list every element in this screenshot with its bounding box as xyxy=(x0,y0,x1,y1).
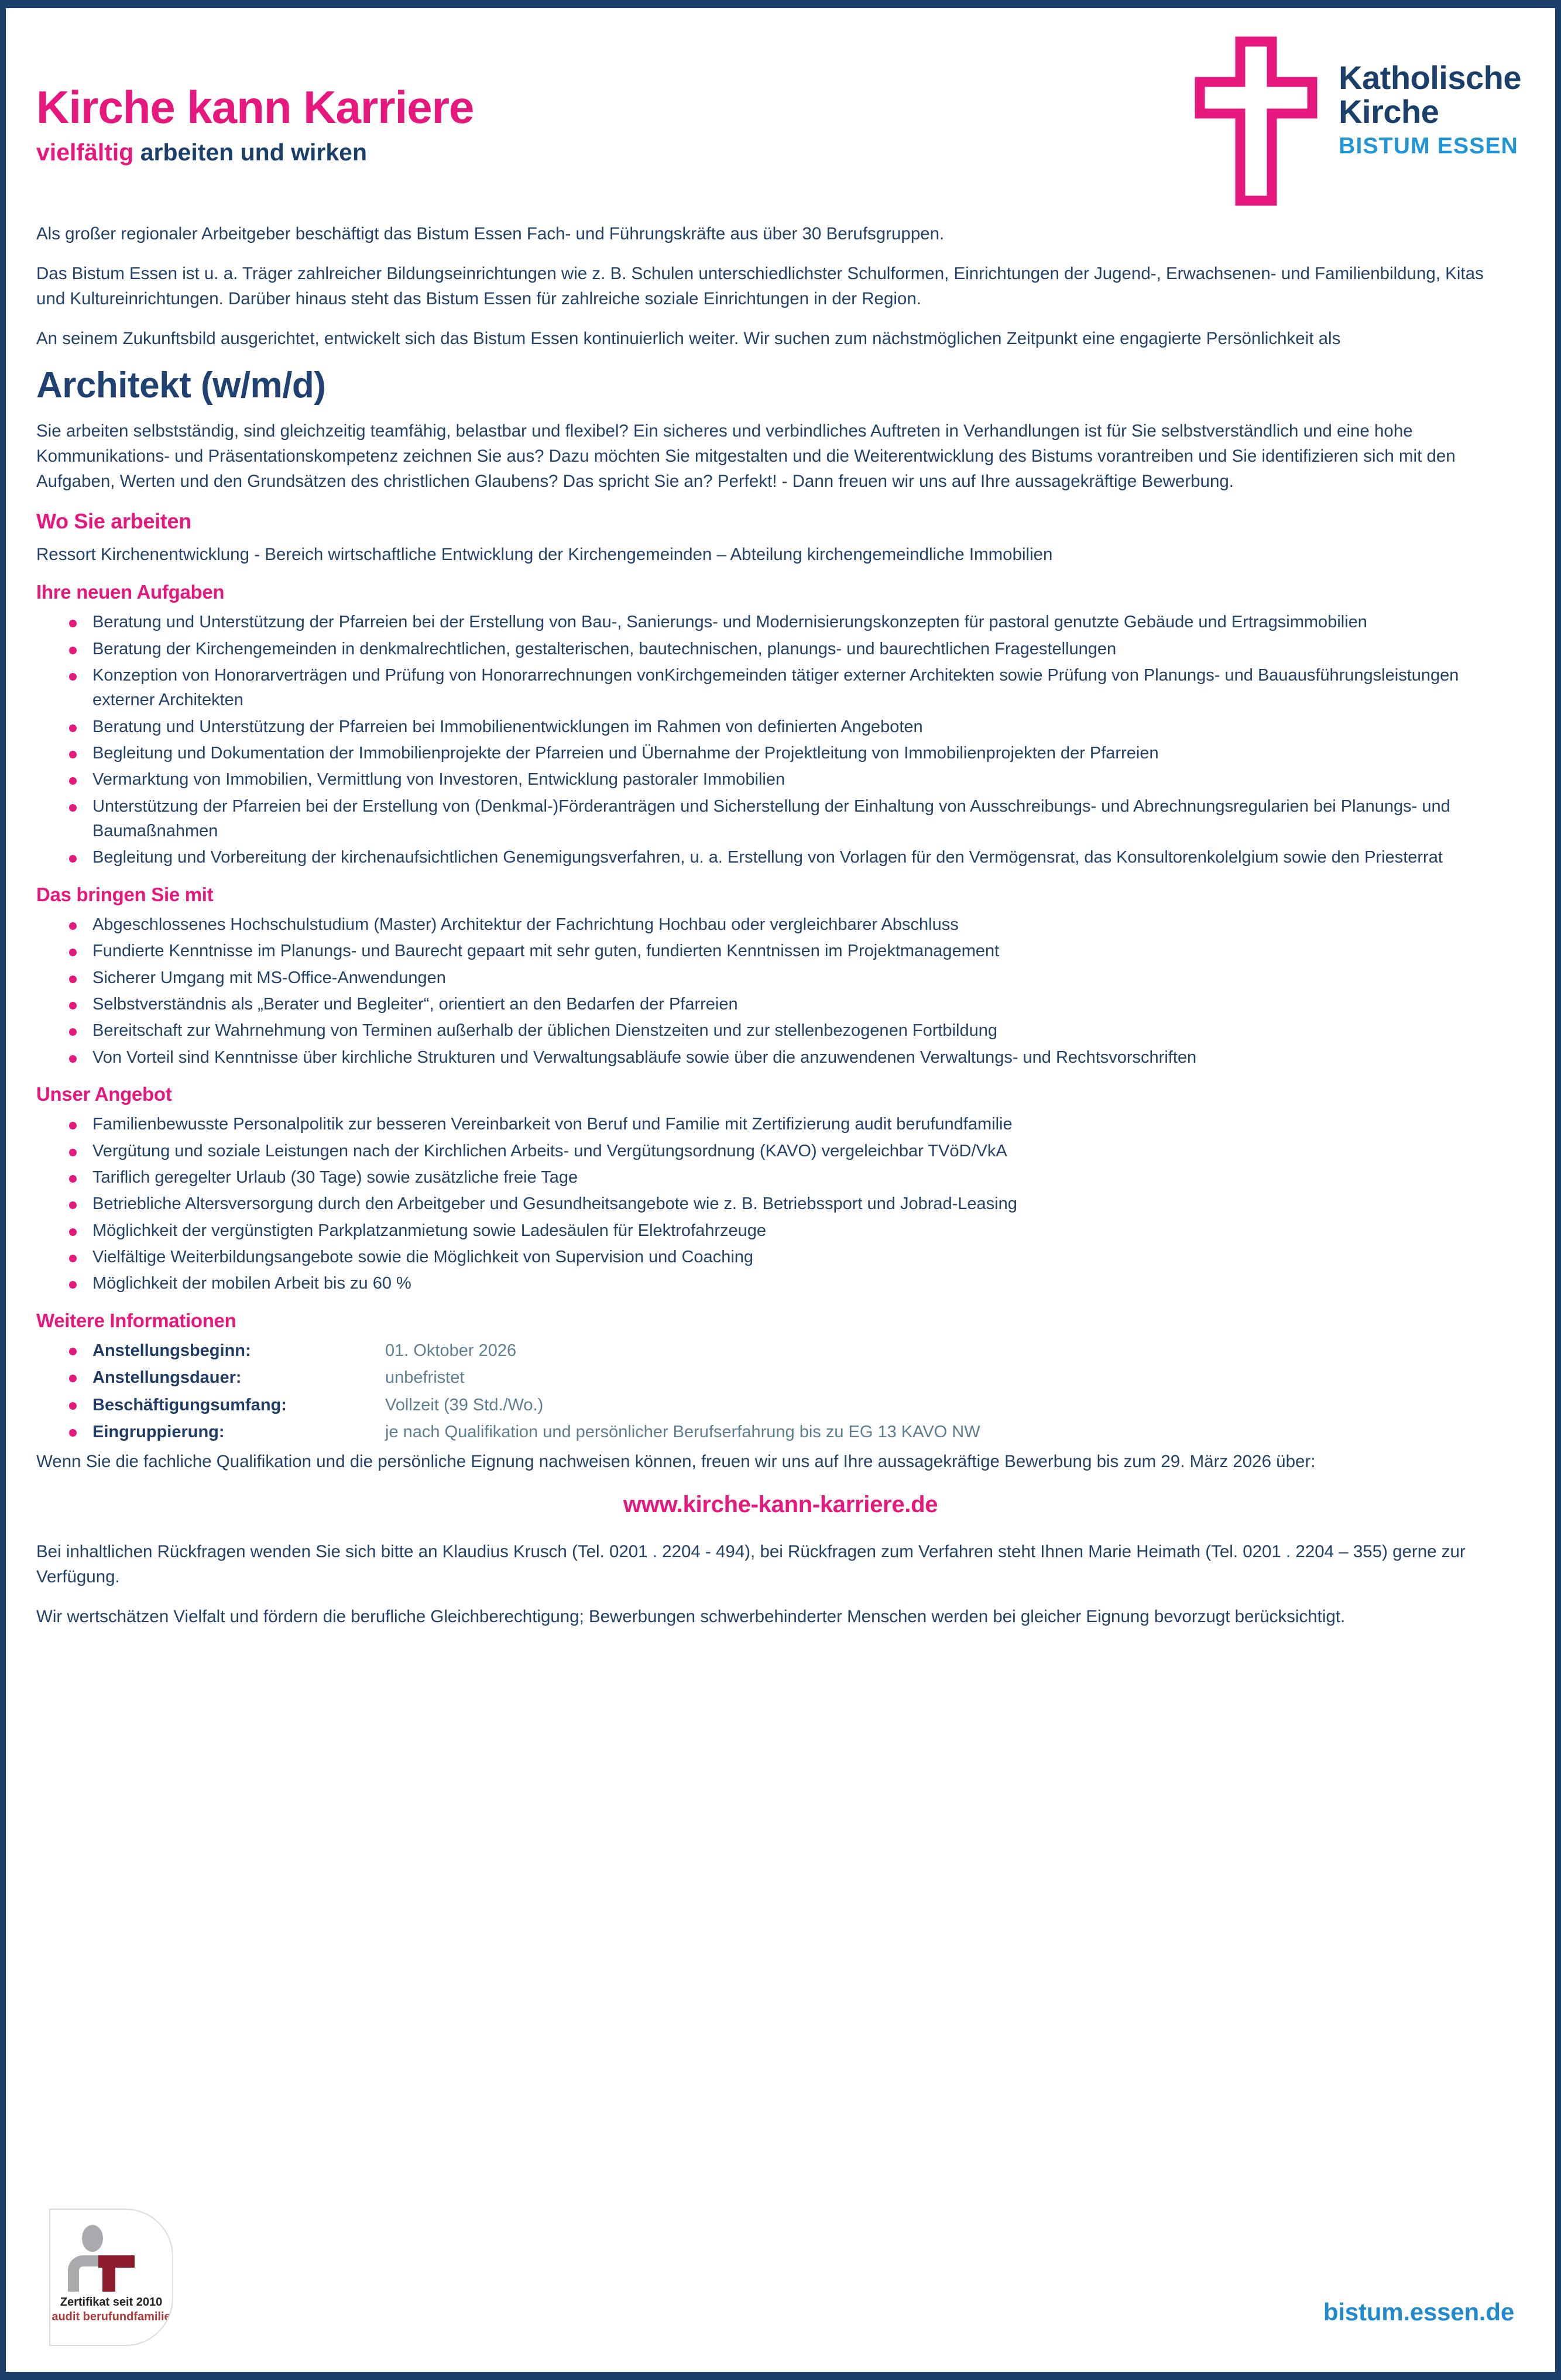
info-value: 01. Oktober 2026 xyxy=(385,1341,517,1360)
list-item: Vermarktung von Immobilien, Vermittlung von Investoren, Entwicklung pastoraler Immobilien xyxy=(69,767,1509,792)
intro-paragraph-3: An seinem Zukunftsbild ausgerichtet, entwickelt sich das Bistum Essen kontinuierlich weiter. Wir suchen zum nächstmöglichen Zeitpunkt eine engagierte Persönlichkeit als xyxy=(36,329,1341,349)
logo-diocese: BISTUM ESSEN xyxy=(1339,133,1519,159)
list-item: Tariflich geregelter Urlaub (30 Tage) sowie zusätzliche freie Tage xyxy=(69,1165,1509,1190)
intro-paragraph-1: Als großer regionaler Arbeitgeber beschäftigt das Bistum Essen Fach- und Führungskräfte aus über 30 Berufsgruppen. xyxy=(36,224,945,243)
info-label: Eingruppierung: xyxy=(92,1422,225,1441)
list-item: Beratung der Kirchengemeinden in denkmalrechtlichen, gestalterischen, bautechnischen, planungs- und baurechtlichen Fragestellungen xyxy=(69,637,1509,661)
info-label: Anstellungsdauer: xyxy=(92,1368,242,1388)
section-heading-tasks: Ihre neuen Aufgaben xyxy=(36,581,225,603)
info-label: Anstellungsbeginn: xyxy=(92,1341,251,1360)
logo-wordmark xyxy=(1339,36,1521,159)
list-item: Fundierte Kenntnisse im Planungs- und Baurecht gepaart mit sehr guten, fundierten Kenntnissen im Projektmanagement xyxy=(69,939,1509,963)
list-item: Vielfältige Weiterbildungsangebote sowie die Möglichkeit von Supervision und Coaching xyxy=(69,1245,1509,1269)
info-value: je nach Qualifikation und persönlicher Berufserfahrung bis zu EG 13 KAVO NW xyxy=(385,1422,980,1441)
audit-badge-line-1: Zertifikat seit 2010 xyxy=(60,2296,163,2309)
brand-claim-main: Kirche kann Karriere xyxy=(36,81,474,133)
list-item xyxy=(69,1420,1525,1444)
job-title: Architekt (w/m/d) xyxy=(36,365,326,406)
contact-paragraph: Bei inhaltlichen Rückfragen wenden Sie sich bitte an Klaudius Krusch (Tel. 0201 . 2204 - 494), bei Rückfragen zum Verfahren steht Ihnen Marie Heimath (Tel. 0201 . 2204 – 355) gerne zur Verfügung. xyxy=(36,1542,1466,1587)
tasks-list xyxy=(36,610,1525,870)
brand-claim-sub xyxy=(36,140,474,164)
diversity-paragraph: Wir wertschätzen Vielfalt und fördern die berufliche Gleichberechtigung; Bewerbungen schwerbehinderter Menschen werden bei gleicher Eignung bevorzugt berücksichtigt. xyxy=(36,1607,1346,1627)
page-footer xyxy=(36,2208,1525,2360)
list-item: Möglichkeit der mobilen Arbeit bis zu 60 % xyxy=(69,1271,1509,1296)
page-content xyxy=(6,8,1555,2372)
list-item: Von Vorteil sind Kenntnisse über kirchliche Strukturen und Verwaltungsabläufe sowie über die anzuwendenen Verwaltungs- und Rechtsvorschriften xyxy=(69,1045,1509,1070)
audit-figure-stem xyxy=(102,2255,115,2292)
audit-badge-line-2: audit berufundfamilie xyxy=(52,2310,171,2323)
list-item: Unterstützung der Pfarreien bei der Erstellung von (Denkmal-)Förderanträgen und Sicherstellung der Einhaltung von Ausschreibungs- und Abrechnungsregularien bei Planungs- und Baumaßnahmen xyxy=(69,794,1509,844)
list-item: Betriebliche Altersversorgung durch den Arbeitgeber und Gesundheitsangebote wie z. B. Betriebssport und Jobrad-Leasing xyxy=(69,1191,1509,1216)
list-item: Abgeschlossenes Hochschulstudium (Master) Architektur der Fachrichtung Hochbau oder vergleichbarer Abschluss xyxy=(69,912,1509,937)
brand-claim-sub-highlight: vielfältig xyxy=(36,139,134,166)
list-item xyxy=(69,1393,1525,1417)
offer-list xyxy=(36,1112,1525,1296)
logo-line-1: Katholische xyxy=(1339,59,1521,96)
intro-paragraph-2: Das Bistum Essen ist u. a. Träger zahlreicher Bildungseinrichtungen wie z. B. Schulen unterschiedlichster Schulformen, Einrichtungen der Jugend-, Erwachsenen- und Familienbildung, Kitas und Kultureinrichtungen. Darüber hinaus steht das Bistum Essen für zahlreiche soziale Einrichtungen in der Region. xyxy=(36,264,1484,309)
list-item: Familienbewusste Personalpolitik zur besseren Vereinbarkeit von Beruf und Familie mit Zertifizierung audit berufundfamilie xyxy=(69,1112,1509,1136)
list-item: Selbstverständnis als „Berater und Begleiter“, orientiert an den Bedarfen der Pfarreien xyxy=(69,992,1509,1016)
logo-line-2: Kirche xyxy=(1339,93,1439,130)
list-item: Vergütung und soziale Leistungen nach der Kirchlichen Arbeits- und Vergütungsordnung (KAVO) vergeleichbar TVöD/VkA xyxy=(69,1139,1509,1163)
section-heading-offer: Unser Angebot xyxy=(36,1083,172,1105)
brand-claim-block xyxy=(36,28,474,164)
where-text: Ressort Kirchenentwicklung - Bereich wirtschaftliche Entwicklung der Kirchengemeinden – Abteilung kirchengemeindliche Immobilien xyxy=(36,545,1053,565)
list-item: Konzeption von Honorarverträgen und Prüfung von Honorarrechnungen vonKirchgemeinden tätiger externer Architekten sowie Prüfung von Planungs- und Bauausführungsleistungen externer Architekten xyxy=(69,663,1509,713)
list-item xyxy=(69,1365,1525,1390)
audit-figure-arm xyxy=(68,2255,102,2292)
page-header xyxy=(36,28,1525,221)
audit-figure-head xyxy=(82,2225,103,2252)
further-info-list xyxy=(36,1338,1525,1444)
apply-instruction: Wenn Sie die fachliche Qualifikation und die persönliche Eignung nachweisen können, freuen wir uns auf Ihre aussagekräftige Bewerbung bis zum 29. März 2026 über: xyxy=(36,1452,1316,1472)
info-value: unbefristet xyxy=(385,1368,465,1388)
audit-berufundfamilie-badge xyxy=(49,2209,173,2346)
list-item: Begleitung und Dokumentation der Immobilienprojekte der Pfarreien und Übernahme der Projektleitung von Immobilienprojekten der Pfarreien xyxy=(69,741,1509,765)
list-item: Beratung und Unterstützung der Pfarreien bei der Erstellung von Bau-, Sanierungs- und Modernisierungskonzepten für pastoral genutzte Gebäude und Ertragsimmobilien xyxy=(69,610,1509,634)
job-pitch-paragraph: Sie arbeiten selbstständig, sind gleichzeitig teamfähig, belastbar und flexibel? Ein sicheres und verbindliches Auftreten in Verhandlungen ist für Sie selbstverständlich und eine hohe Kommunikations- und Präsentationskompetenz zeichnen Sie aus? Dazu möchten Sie mitgestalten und die Weiterentwicklung des Bistums vorantreiben und Sie identifizieren sich mit den Aufgaben, Werten und den Grundsätzen des christlichen Glaubens? Das spricht Sie an? Perfekt! - Dann freuen wir uns auf Ihre aussagekräftige Bewerbung. xyxy=(36,421,1456,492)
list-item: Möglichkeit der vergünstigten Parkplatzanmietung sowie Ladesäulen für Elektrofahrzeuge xyxy=(69,1218,1509,1243)
site-url-link[interactable]: bistum.essen.de xyxy=(1323,2298,1514,2326)
list-item: Beratung und Unterstützung der Pfarreien bei Immobilienentwicklungen im Rahmen von definierten Angeboten xyxy=(69,715,1509,739)
audit-logo-icon xyxy=(50,2210,172,2295)
list-item: Begleitung und Vorbereitung der kirchenaufsichtlichen Genemigungsverfahren, u. a. Erstellung von Vorlagen für den Vermögensrat, das Konsultorenkolelgium sowie den Priesterrat xyxy=(69,845,1509,870)
info-label: Beschäftigungsumfang: xyxy=(92,1395,287,1414)
section-heading-further: Weitere Informationen xyxy=(36,1309,236,1331)
list-item xyxy=(69,1338,1525,1363)
apply-url-link[interactable]: www.kirche-kann-karriere.de xyxy=(623,1492,938,1518)
section-heading-profile: Das bringen Sie mit xyxy=(36,883,214,905)
bistum-logo xyxy=(1195,28,1525,206)
info-value: Vollzeit (39 Std./Wo.) xyxy=(385,1395,544,1414)
brand-claim-sub-rest: arbeiten und wirken xyxy=(133,139,368,166)
list-item: Sicherer Umgang mit MS-Office-Anwendungen xyxy=(69,966,1509,990)
list-item: Bereitschaft zur Wahrnehmung von Terminen außerhalb der üblichen Dienstzeiten und zur stellenbezogenen Fortbildung xyxy=(69,1018,1509,1043)
profile-list xyxy=(36,912,1525,1070)
section-heading-where: Wo Sie arbeiten xyxy=(36,509,191,533)
cross-icon xyxy=(1195,36,1318,206)
